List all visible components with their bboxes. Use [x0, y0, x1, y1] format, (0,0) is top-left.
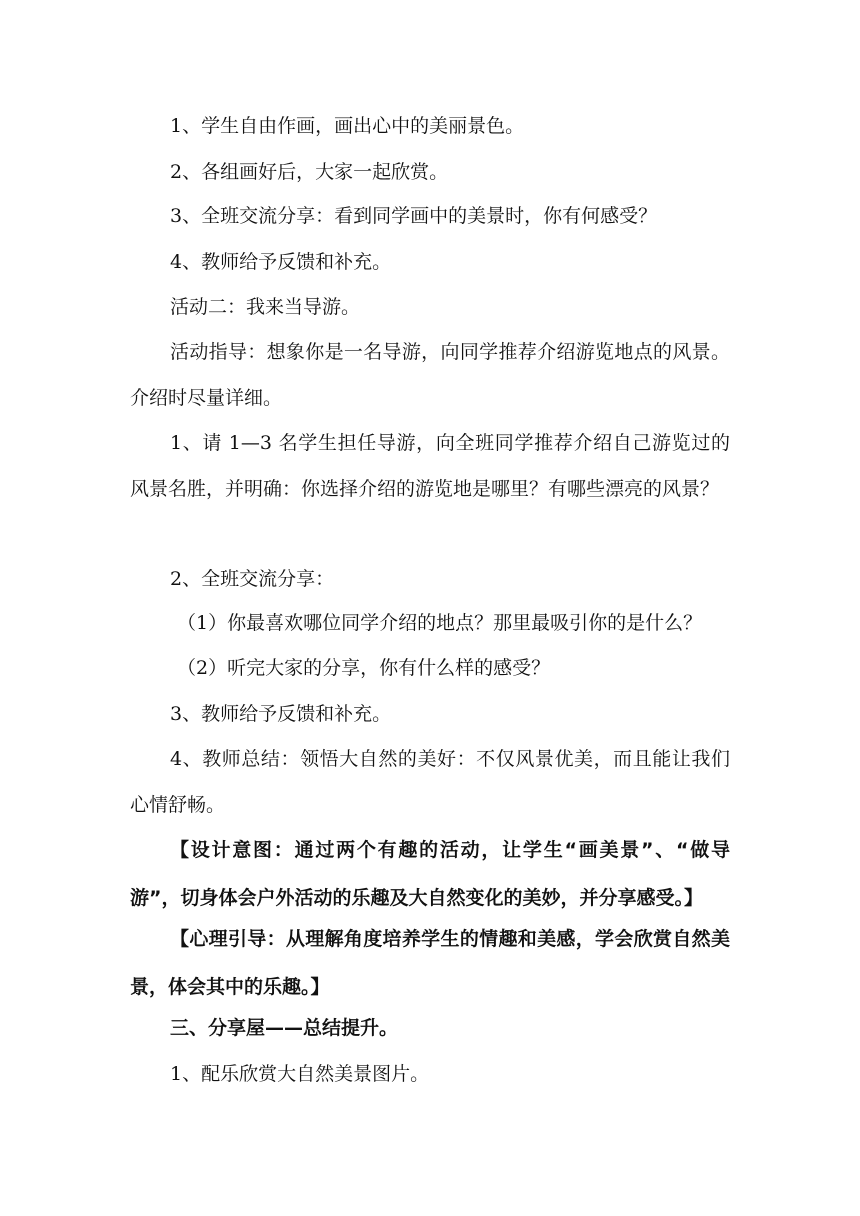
paragraph-step-4-feedback: 4、教师给予反馈和补充。: [170, 251, 392, 273]
paragraph-question-2: （2）听完大家的分享，你有什么样的感受？: [177, 657, 551, 679]
paragraph-activity-guidance: 活动指导：想象你是一名导游，向同学推荐介绍游览地点的风景。介绍时尽量详细。: [130, 341, 730, 409]
paragraph-guide-step-1: 1、请 1—3 名学生担任导游，向全班同学推荐介绍自己游览过的风景名胜，并明确：你选择介绍的游览地是哪里？有哪些漂亮的风景？: [130, 432, 730, 500]
paragraph-section-three-step-1: 1、配乐欣赏大自然美景图片。: [170, 1063, 430, 1085]
paragraph-design-intent: 【设计意图：通过两个有趣的活动，让学生“画美景”、“做导游”，切身体会户外活动的乐趣及大自然变化的美妙，并分享感受。】: [130, 839, 730, 909]
paragraph-teacher-summary: 4、教师总结：领悟大自然的美好：不仅风景优美，而且能让我们心情舒畅。: [130, 748, 730, 816]
paragraph-step-2-appreciate: 2、各组画好后，大家一起欣赏。: [170, 161, 449, 183]
paragraph-section-three-title: 三、分享屋——总结提升。: [170, 1017, 399, 1039]
paragraph-activity-two-title: 活动二：我来当导游。: [170, 296, 361, 318]
paragraph-question-1: （1）你最喜欢哪位同学介绍的地点？那里最吸引你的是什么？: [177, 612, 703, 634]
paragraph-step-1-draw: 1、学生自由作画，画出心中的美丽景色。: [170, 115, 525, 137]
paragraph-guide-step-3: 3、教师给予反馈和补充。: [170, 703, 392, 725]
paragraph-guide-step-2: 2、全班交流分享：: [170, 568, 335, 590]
paragraph-step-3-share: 3、全班交流分享：看到同学画中的美景时，你有何感受？: [170, 205, 658, 227]
paragraph-psychological-guidance: 【心理引导：从理解角度培养学生的情趣和美感，学会欣赏自然美景，体会其中的乐趣。】: [130, 928, 730, 998]
